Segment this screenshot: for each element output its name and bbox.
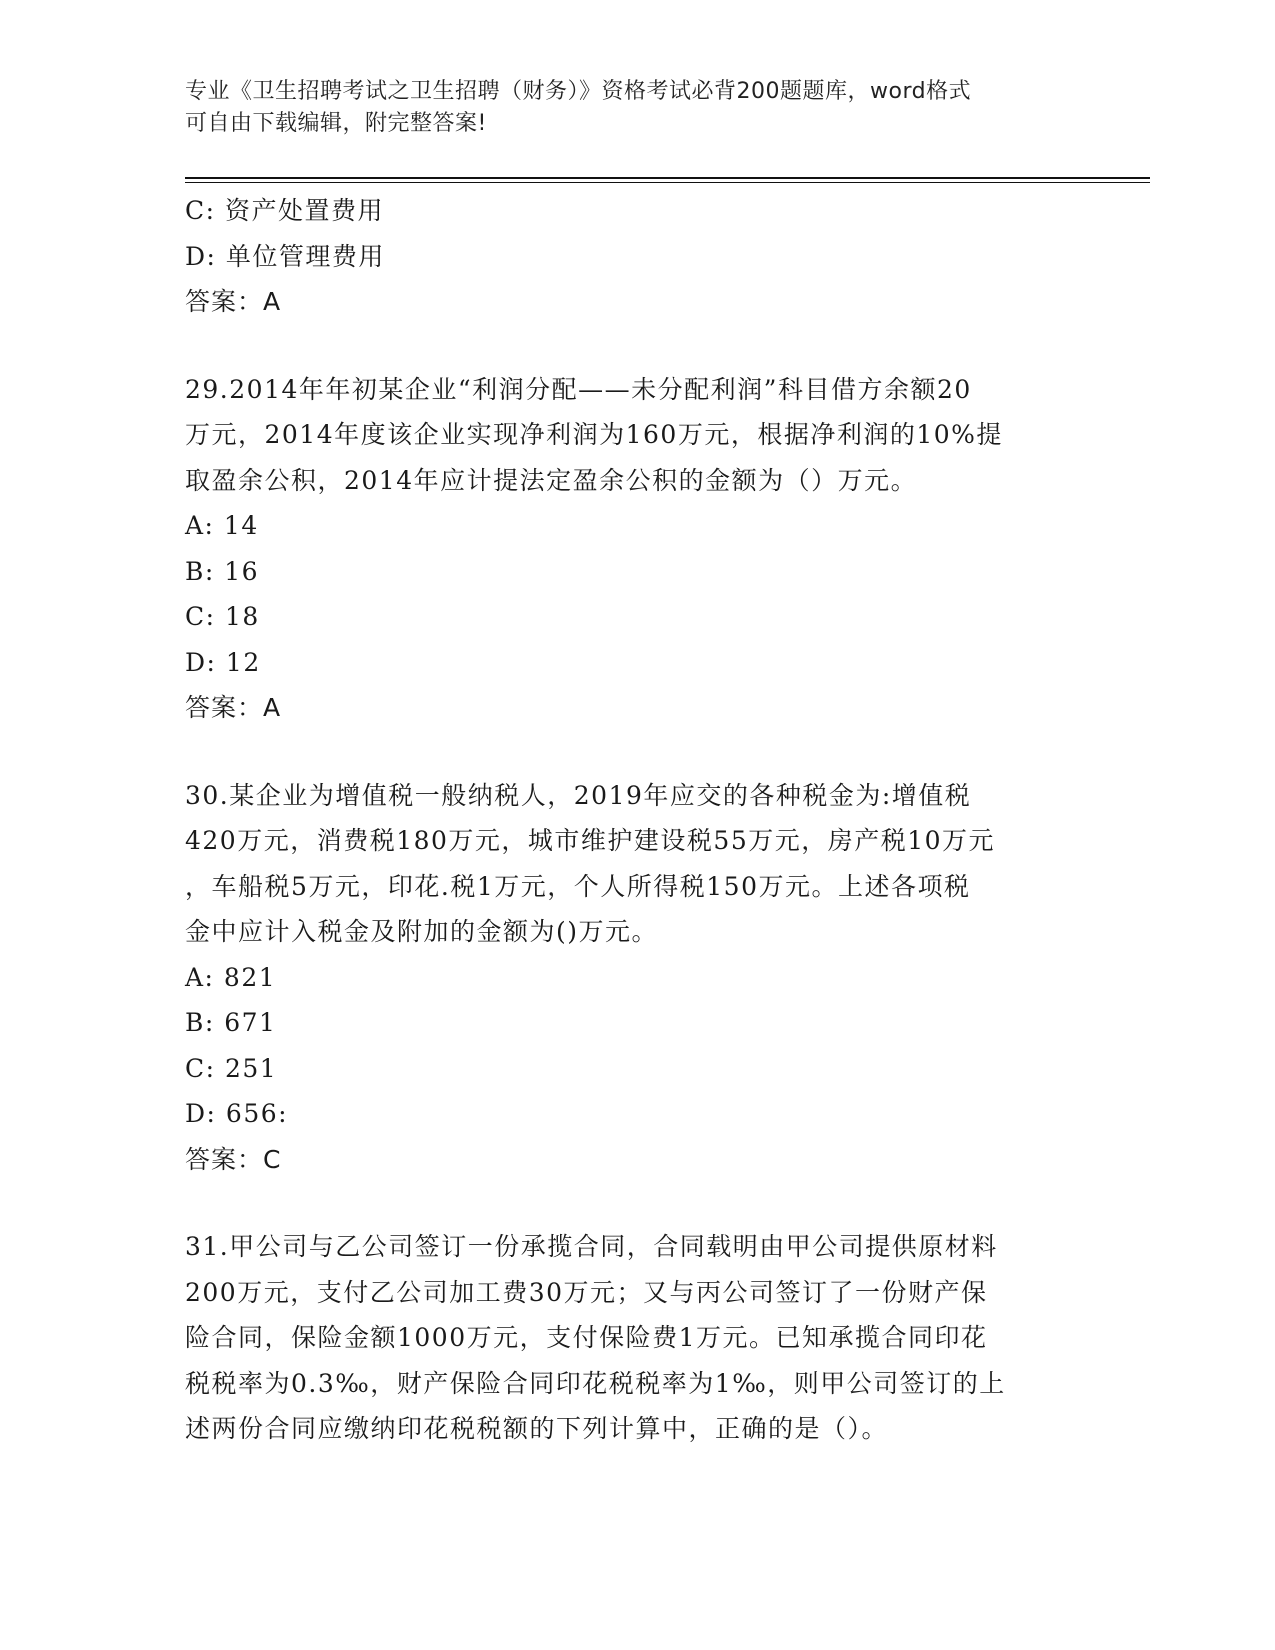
question-text-line: ，车船税5万元，印花.税1万元，个人所得税150万元。上述各项税 [185, 871, 971, 901]
answer: 答案：A [185, 287, 282, 316]
option-a: A: 14 [185, 511, 259, 540]
question-text-line: 30.某企业为增值税一般纳税人，2019年应交的各种税金为:增值税 [185, 780, 972, 810]
header-rule-thin [185, 182, 1150, 183]
question-text-line: 税税率为0.3‰，财产保险合同印花税税率为1‰，则甲公司签订的上 [185, 1368, 1006, 1398]
option-d: D: 656: [185, 1099, 289, 1128]
answer: 答案：A [185, 693, 282, 722]
question-text-line: 金中应计入税金及附加的金额为()万元。 [185, 917, 659, 946]
question-list [185, 188, 1075, 1452]
question-29 [185, 367, 1075, 731]
question-text-line: 31.甲公司与乙公司签订一份承揽合同，合同载明由甲公司提供原材料 [185, 1232, 998, 1261]
header-title-line-2: 可自由下载编辑，附完整答案! [185, 111, 487, 136]
option-c: C: 18 [185, 602, 260, 631]
option-d: D: 单位管理费用 [185, 241, 385, 271]
option-b: B: 671 [185, 1008, 277, 1037]
question-text-line: 420万元，消费税180万元，城市维护建设税55万元，房产税10万元 [185, 826, 996, 855]
question-text-line: 万元，2014年度该企业实现净利润为160万元，根据净利润的10%提 [185, 420, 1003, 449]
question-31 [185, 1224, 1075, 1452]
spacer [185, 325, 1075, 367]
option-c: C: 资产处置费用 [185, 196, 384, 225]
question-text-line: 29.2014年年初某企业“利润分配——未分配利润”科目借方余额20 [185, 374, 972, 404]
spacer [185, 731, 1075, 773]
page-header [185, 76, 1065, 140]
question-text-line: 述两份合同应缴纳印花税税额的下列计算中，正确的是（）。 [185, 1414, 889, 1443]
header-rule-thick [185, 177, 1150, 179]
question-text-line: 200万元，支付乙公司加工费30万元；又与丙公司签订了一份财产保 [185, 1277, 988, 1307]
spacer [185, 1182, 1075, 1224]
question-28 [185, 188, 1075, 325]
option-d: D: 12 [185, 647, 261, 677]
option-a: A: 821 [185, 962, 277, 992]
question-30 [185, 773, 1075, 1183]
answer: 答案：C [185, 1144, 282, 1174]
question-text-line: 险合同，保险金额1000万元，支付保险费1万元。已知承揽合同印花 [185, 1323, 988, 1352]
question-text-line: 取盈余公积，2014年应计提法定盈余公积的金额为（）万元。 [185, 465, 918, 495]
header-title-line-1: 专业《卫生招聘考试之卫生招聘（财务）》资格考试必背200题题库，word格式 [185, 79, 972, 104]
option-c: C: 251 [185, 1053, 278, 1083]
option-b: B: 16 [185, 556, 260, 586]
